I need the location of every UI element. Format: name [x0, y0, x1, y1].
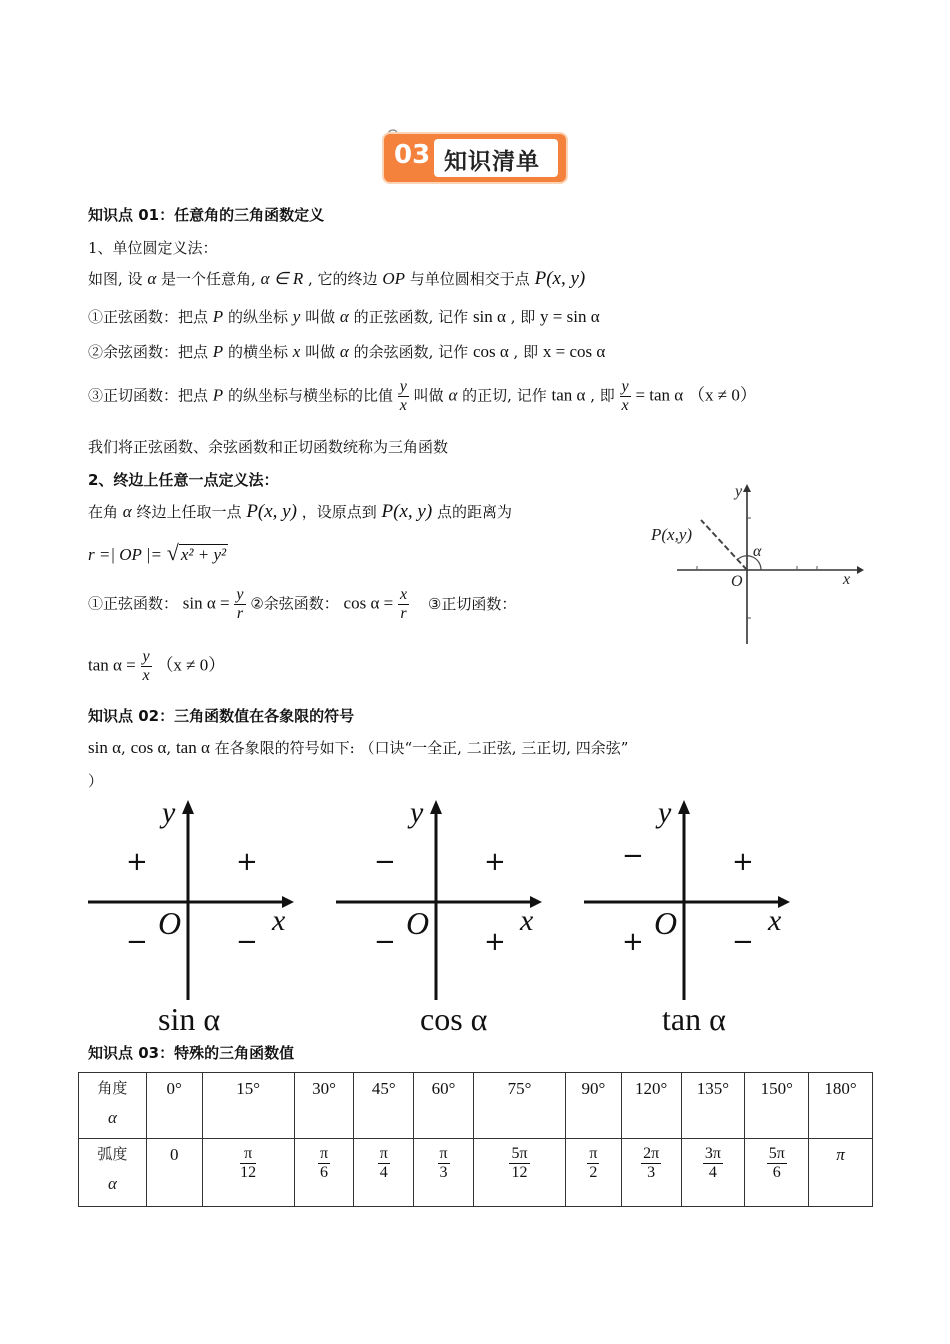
header-text: 弧度 — [97, 1145, 128, 1163]
numerator: 3π — [704, 1145, 721, 1162]
math: tan α — [551, 385, 586, 405]
header-alpha: α — [107, 1108, 117, 1127]
degree-cell: 135° — [681, 1073, 745, 1139]
section-2-heading: 知识点 02：三角函数值在各象限的符号 — [88, 707, 355, 725]
math: （x ≠ 0） — [156, 655, 226, 675]
math: （x ≠ 0） — [687, 385, 757, 405]
denominator: 12 — [240, 1164, 257, 1181]
text: 终边上任取一点 — [136, 503, 242, 521]
denominator: 4 — [379, 1164, 388, 1181]
q1-sign: + — [236, 847, 258, 877]
q2-sign: − — [622, 841, 644, 871]
denominator: r — [400, 605, 407, 622]
special-values-table — [78, 1072, 873, 1207]
math: α — [339, 342, 349, 361]
denominator: 3 — [439, 1164, 448, 1181]
q4-sign: + — [484, 927, 506, 957]
numerator: 5π — [768, 1145, 785, 1162]
x-label: x — [272, 904, 286, 937]
denominator: x — [621, 397, 629, 414]
denominator: 12 — [511, 1164, 528, 1181]
text: 的横坐标 — [227, 343, 288, 361]
text: , 它的终边 — [308, 270, 378, 288]
math: tan α — [175, 738, 210, 757]
chart-name: tan α — [662, 1001, 726, 1037]
angle-label: α — [753, 543, 762, 560]
text: 的正弦函数, 记作 — [353, 308, 469, 326]
numerator: 2π — [643, 1145, 660, 1162]
math: P — [212, 385, 224, 405]
point-definition-intro — [88, 501, 512, 523]
math: y = sin α — [540, 307, 600, 326]
subsection-2-title: 2、终边上任意一点定义法： — [88, 471, 279, 489]
table-row-radians — [79, 1139, 873, 1207]
math: cos α — [472, 342, 509, 361]
section-banner — [384, 126, 568, 186]
radian-cell — [681, 1139, 745, 1207]
text: ②余弦函数：把点 — [88, 343, 209, 361]
y-label: y — [162, 796, 176, 829]
text: 的纵坐标 — [227, 308, 288, 326]
closing-paren: ） — [88, 772, 104, 790]
terminal-side — [701, 520, 747, 570]
text: ①正弦函数：把点 — [88, 308, 209, 326]
origin-label: O — [654, 905, 678, 941]
fraction-y-over-x — [398, 378, 409, 415]
denominator: 6 — [772, 1164, 781, 1181]
numerator: x — [399, 586, 408, 603]
math: P(x, y) — [534, 268, 586, 289]
header-text: 角度 — [97, 1079, 128, 1097]
text: 叫做 — [413, 386, 444, 405]
numerator: 5π — [511, 1145, 528, 1162]
radian-cell: π — [809, 1139, 873, 1207]
text: 叫做 — [305, 308, 336, 326]
degree-cell: 180° — [809, 1073, 873, 1139]
quadrant-chart-sin — [80, 790, 320, 1040]
row-header-degree — [79, 1073, 147, 1139]
math: x — [292, 342, 301, 361]
fraction-y-over-x — [620, 378, 631, 415]
math: P — [212, 307, 224, 326]
numerator: y — [621, 378, 629, 395]
text: 与单位圆相交于点 — [409, 270, 530, 288]
tan-formula — [88, 648, 225, 685]
numerator: π — [589, 1145, 598, 1162]
degree-cell: 90° — [566, 1073, 622, 1139]
math: P — [212, 342, 224, 361]
q1-sign: + — [484, 847, 506, 877]
numerator: π — [320, 1145, 329, 1162]
x-label: x — [843, 571, 851, 588]
numerator: π — [379, 1145, 388, 1162]
radian-cell — [294, 1139, 354, 1207]
text: 在各象限的符号如下: （口诀“一全正, 二正弦, 三正切, 四余弦” — [214, 739, 629, 757]
tangent-definition — [88, 378, 757, 415]
math: α — [147, 269, 157, 288]
x-label: x — [768, 904, 782, 937]
denominator: 3 — [647, 1164, 656, 1181]
radian-cell — [202, 1139, 294, 1207]
degree-cell: 30° — [294, 1073, 354, 1139]
denominator: x — [399, 397, 407, 414]
math: = tan α — [635, 385, 684, 405]
radian-cell: 0 — [146, 1139, 202, 1207]
text: ②余弦函数： — [250, 594, 339, 613]
numerator: π — [439, 1145, 448, 1162]
summary-text: 我们将正弦函数、余弦函数和正切函数统称为三角函数 — [88, 438, 449, 456]
math: r =| OP |= — [88, 545, 163, 564]
y-label: y — [410, 796, 424, 829]
radian-cell — [621, 1139, 681, 1207]
text: 叫做 — [305, 343, 336, 361]
denominator: x — [142, 667, 150, 684]
math: α — [122, 502, 132, 521]
text: 的余弦函数, 记作 — [353, 343, 469, 361]
y-arrow — [182, 800, 194, 814]
distance-formula — [88, 540, 228, 566]
denominator: 2 — [589, 1164, 598, 1181]
sqrt-sign: √ — [166, 540, 179, 565]
y-arrow — [430, 800, 442, 814]
x-arrow — [857, 566, 864, 574]
degree-cell: 120° — [621, 1073, 681, 1139]
text: 在角 — [88, 503, 119, 521]
cosine-definition — [88, 341, 605, 362]
math: α ∈ R — [260, 269, 304, 288]
point-label: P(x,y) — [651, 525, 693, 544]
degree-cell: 150° — [745, 1073, 809, 1139]
numerator: π — [240, 1145, 256, 1164]
q3-sign: − — [374, 927, 396, 957]
text: ，设原点到 — [301, 503, 377, 521]
radian-cell — [354, 1139, 414, 1207]
fraction-x-over-r — [398, 586, 409, 623]
chart-name: sin α — [158, 1001, 221, 1037]
row-header-radian — [79, 1139, 147, 1207]
math: cos α — [130, 738, 167, 757]
text: ③正切函数：把点 — [88, 386, 209, 405]
math: x² + y² — [180, 545, 227, 564]
text: 的纵坐标与横坐标的比值 — [227, 386, 393, 405]
text: , 即 — [590, 386, 615, 405]
text: , — [121, 739, 126, 757]
math: α — [339, 307, 349, 326]
q1-sign: + — [732, 847, 754, 877]
text: , 即 — [510, 308, 536, 326]
q3-sign: − — [126, 927, 148, 957]
banner-number: 03 — [394, 140, 431, 170]
math: cos α = — [343, 593, 394, 613]
y-arrow — [678, 800, 690, 814]
quadrant-chart-tan — [576, 790, 816, 1040]
text: 点的距离为 — [436, 503, 512, 521]
math: OP — [382, 269, 406, 288]
origin-label: O — [158, 905, 182, 941]
point-trig-formulas — [88, 586, 516, 623]
section-3-heading: 知识点 03：特殊的三角函数值 — [88, 1044, 295, 1062]
radian-cell — [745, 1139, 809, 1207]
degree-cell: 15° — [202, 1073, 294, 1139]
y-label: y — [658, 796, 672, 829]
degree-cell: 75° — [473, 1073, 565, 1139]
math: tan α = — [88, 655, 136, 675]
numerator: y — [236, 586, 244, 603]
banner-title: 知识清单 — [444, 149, 540, 175]
denominator: r — [236, 605, 244, 622]
quadrant-chart-cos — [328, 790, 568, 1040]
degree-cell: 0° — [146, 1073, 202, 1139]
chart-name: cos α — [420, 1001, 488, 1037]
text: ①正弦函数： — [88, 594, 179, 613]
unit-circle-intro — [88, 268, 585, 290]
math: y — [292, 307, 301, 326]
degree-cell: 45° — [354, 1073, 414, 1139]
radian-cell — [473, 1139, 565, 1207]
text: 是一个任意角, — [161, 270, 256, 288]
degree-cell: 60° — [414, 1073, 474, 1139]
sine-definition — [88, 306, 600, 327]
subsection-1-title: 1、单位圆定义法： — [88, 239, 218, 257]
table-row-degrees — [79, 1073, 873, 1139]
q4-sign: − — [236, 927, 258, 957]
numerator: y — [142, 648, 150, 665]
origin-label: O — [731, 573, 743, 590]
section-1-heading: 知识点 01：任意角的三角函数定义 — [88, 206, 325, 224]
denominator: 4 — [708, 1164, 717, 1181]
quadrant-sign-intro — [88, 737, 628, 758]
fraction-y-over-x — [141, 648, 152, 685]
text: ③正切函数： — [427, 594, 517, 613]
fraction-y-over-r — [234, 586, 245, 623]
radian-cell — [414, 1139, 474, 1207]
q2-sign: + — [126, 847, 148, 877]
numerator: y — [399, 378, 407, 395]
math: P(x, y) — [246, 501, 297, 522]
math: sin α — [88, 738, 121, 757]
radian-cell — [566, 1139, 622, 1207]
math: sin α — [472, 307, 506, 326]
math: x = cos α — [542, 342, 606, 361]
text: , — [166, 739, 172, 757]
denominator: 6 — [320, 1164, 329, 1181]
text: , 即 — [513, 343, 539, 361]
text: 如图, 设 — [88, 270, 143, 288]
q2-sign: − — [374, 847, 396, 877]
math: α — [448, 385, 458, 405]
origin-label: O — [406, 905, 430, 941]
text: 的正切, 记作 — [462, 386, 547, 405]
x-label: x — [520, 904, 534, 937]
terminal-side-figure — [645, 478, 865, 648]
math: sin α = — [182, 593, 230, 613]
y-arrow — [743, 484, 751, 492]
math: P(x, y) — [381, 501, 433, 522]
q4-sign: − — [732, 927, 754, 957]
q3-sign: + — [622, 927, 644, 957]
header-alpha: α — [107, 1174, 117, 1193]
y-label: y — [735, 483, 743, 500]
